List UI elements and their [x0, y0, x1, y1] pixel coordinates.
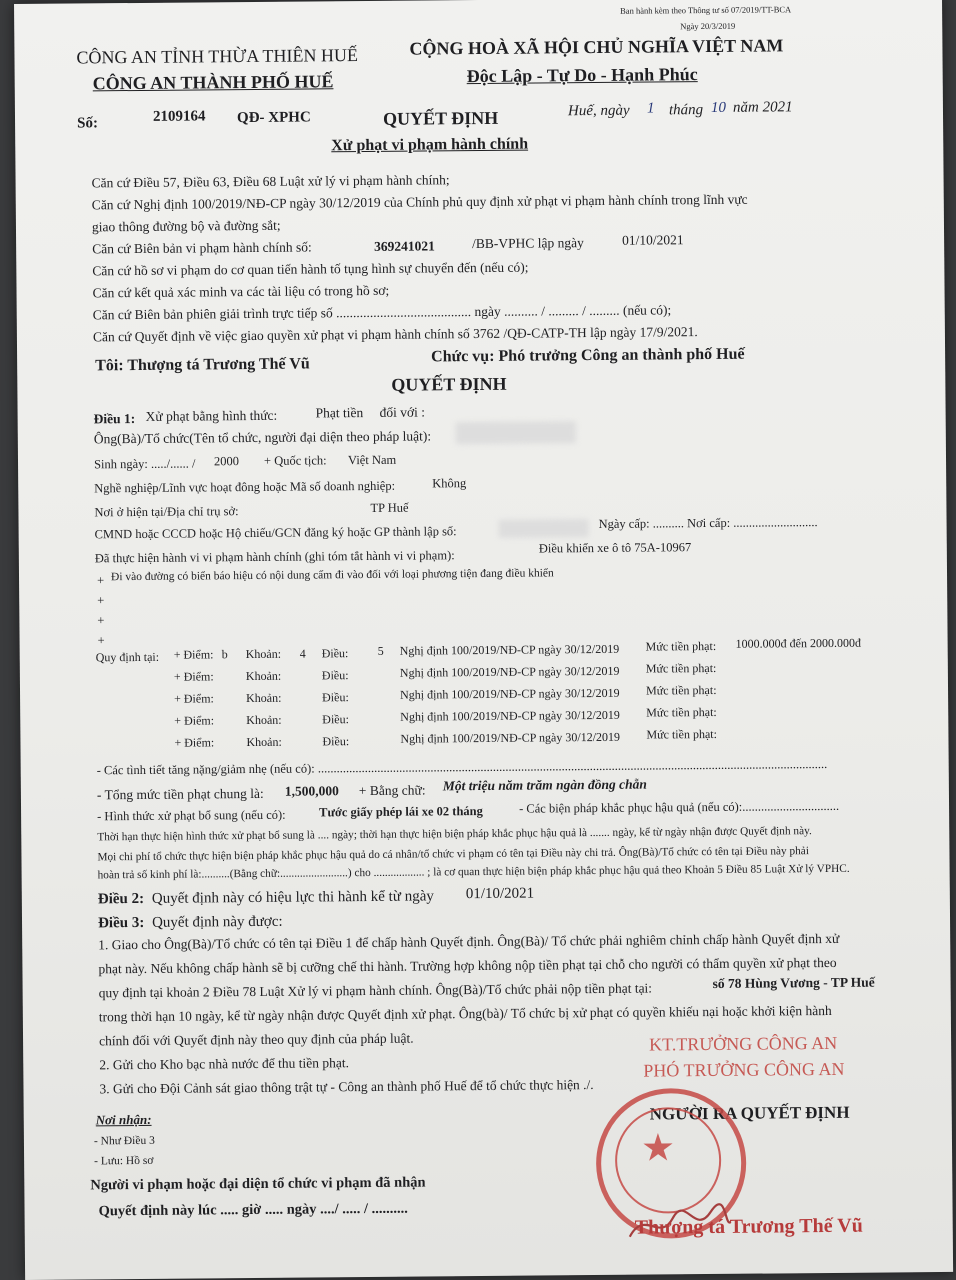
birth-label: Sinh ngày: ...../...... / [93, 456, 196, 472]
so-number: 2109164 [152, 108, 206, 125]
month-handwritten: 10 [710, 99, 727, 116]
basis-3-number: 369241021 [374, 238, 435, 254]
dieu3-p3: 3. Gửi cho Đội Cảnh sát giao thông trật tự - Công an thành phố Huế để tổ chức thực hiện ./. [99, 1077, 594, 1097]
so-suffix: QĐ- XPHC [236, 109, 311, 127]
basis-5: Căn cứ kết quả xác minh va các tài liệu có trong hồ sơ; [92, 282, 390, 301]
violation-item-1: Đi vào đường có biển báo hiệu có nội dung cấm đi vào đối với loại phương tiện đang điều khiển [110, 567, 554, 584]
star-icon: ★ [640, 1127, 676, 1170]
dieu1-doivoi: đối với : [379, 404, 426, 420]
fine-label: Mức tiền phạt: [645, 660, 717, 676]
decree-ref: Nghị định 100/2019/NĐ-CP ngày 30/12/2019 [400, 707, 620, 724]
dieu-label: Điều: [321, 668, 349, 683]
place-date: Huế, ngày [567, 102, 630, 120]
dieu1-text: Xử phạt bằng hình thức: [145, 407, 278, 424]
redacted-name [456, 421, 576, 444]
dieu-label: Điều: [322, 690, 349, 705]
fine-value: 1000.000đ đến 2000.000đ [735, 635, 862, 651]
in-words-value: Một triệu năm trăm ngàn đồng chẵn [442, 776, 647, 794]
dieu3-p1d: trong thời hạn 10 ngày, kể từ ngày nhận được Quyết định xử phạt. Ông(bà)/ Tổ chức bị xử phạt có quyền khiếu nại hoặc khởi kiện hành [98, 1002, 832, 1025]
violation-label: Đã thực hiện hành vi vi phạm hành chính (ghi tóm tắt hành vi vi phạm): [94, 548, 455, 566]
received-time: Quyết định này lúc ..... giờ ..... ngày ..../ ..... / .......... [98, 1200, 408, 1220]
khoan-label: Khoản: [246, 734, 282, 750]
basis-3-suffix: /BB-VPHC lập ngày [472, 235, 584, 252]
dieu3-p1b: phạt này. Nếu không chấp hành sẽ bị cưỡng chế thi hành. Trường hợp không nộp tiền phạt tại chỗ cho người có thẩm quyền xử phạt theo [98, 954, 837, 977]
fine-label: Mức tiền phạt: [645, 682, 717, 698]
violation-value: Điều khiển xe ô tô 75A-10967 [538, 540, 692, 556]
address-value: TP Huế [370, 500, 409, 515]
month-label: tháng [668, 102, 704, 119]
occupation-label: Nghề nghiệp/Lĩnh vực hoạt đông hoặc Mã số doanh nghiệp: [94, 478, 396, 496]
dieu3-p1c: quy định tại khoản 2 Điều 78 Luật Xử lý vi phạm hành chính. Ông(Bà)/Tổ chức phải nộp tiền phạt tại: [98, 980, 653, 1001]
aggravating-factors: - Các tình tiết tăng nặng/giảm nhẹ (nếu có): ................................................................................................................................................................... [96, 756, 828, 778]
deputy-head-label: PHÓ TRƯỞNG CÔNG AN [643, 1058, 845, 1081]
birth-year: 2000 [213, 454, 240, 469]
note-2: Mọi chi phí tổ chức thực hiện biện pháp khắc phục hậu quả do cá nhân/tổ chức vi phạm có tên tại Điều này chi trả. Ông(Bà)/Tổ chức có tên tại Điều này phải [97, 845, 809, 864]
basis-2b: giao thông đường bộ và đường sắt; [91, 217, 281, 235]
dieu-label: Điều: [322, 734, 350, 749]
header-note-2: Ngày 20/3/2019 [680, 20, 736, 32]
id-doc-label: CMND hoặc CCCD hoặc Hộ chiếu/GCN đăng ký hoặc GP thành lập số: [94, 524, 457, 542]
diem-label: + Điểm: [174, 713, 215, 728]
khoan-value: 4 [299, 646, 306, 661]
basis-4: Căn cứ hồ sơ vi phạm do cơ quan tiến hành tố tụng hình sự chuyển đến (nếu có); [92, 259, 529, 279]
khoan-label: Khoản: [246, 712, 282, 728]
recipients-label: Nơi nhận: [95, 1111, 152, 1128]
note-1: Thời hạn thực hiện hình thức xử phạt bổ sung là .... ngày; thời hạn thực hiện biện pháp khắc phục hậu quả là ....... ngày, kể từ ngày nhận được Quyết định này. [97, 825, 812, 844]
decree-ref: Nghị định 100/2019/NĐ-CP ngày 30/12/2019 [399, 641, 620, 658]
dieu3-p2: 2. Gửi cho Kho bạc nhà nước để thu tiền phạt. [99, 1055, 350, 1073]
diem-value: b [221, 647, 228, 662]
decree-ref: Nghị định 100/2019/NĐ-CP ngày 30/12/2019 [399, 685, 620, 702]
khoan-label: Khoản: [245, 646, 282, 662]
dieu-label: Điều: [321, 646, 349, 661]
regulation-label: Quy định tại: [95, 649, 160, 665]
officer-position: Chức vụ: Phó trưởng Công an thành phố Huế [431, 345, 745, 366]
basis-7: Căn cứ Quyết định về việc giao quyền xử phạt vi phạm hành chính số 3762 /QĐ-CATP-TH lập ngày 17/9/2021. [92, 324, 698, 345]
header-note-1: Ban hành kèm theo Thông tư số 07/2019/TT-BCA [620, 4, 792, 16]
dieu-value: 5 [377, 643, 384, 658]
dieu3-label: Điều 3: [97, 914, 145, 932]
recipient-2: - Lưu: Hồ sơ [94, 1154, 154, 1168]
violation-item-plus: + [96, 573, 105, 588]
dieu3-text: Quyết định này được: [151, 913, 283, 931]
nationality-label: + Quốc tịch: [263, 453, 327, 468]
motto: Độc Lập - Tự Do - Hạnh Phúc [466, 64, 698, 87]
diem-label: + Điểm: [173, 669, 214, 684]
doc-type: QUYẾT ĐỊNH [382, 107, 499, 129]
dieu3-p1a: 1. Giao cho Ông(Bà)/Tổ chức có tên tại Điều 1 để chấp hành Quyết định. Ông(Bà)/ Tổ chức phải nghiêm chỉnh chấp hành Quyết định xử [98, 930, 840, 953]
fine-label: Mức tiền phạt: [646, 726, 717, 742]
day-handwritten: 1 [646, 100, 655, 117]
agency-province: CÔNG AN TỈNH THỪA THIÊN HUẾ [76, 45, 359, 68]
in-words-label: + Bằng chữ: [358, 782, 426, 799]
signer-title: NGƯỜI RA QUYẾT ĐỊNH [649, 1102, 850, 1124]
violation-item-2: + [97, 593, 105, 608]
kt-head-label: KT.TRƯỞNG CÔNG AN [649, 1032, 838, 1055]
basis-1: Căn cứ Điều 57, Điều 63, Điều 68 Luật xử lý vi phạm hành chính; [91, 172, 450, 191]
nation-title: CỘNG HOÀ XÃ HỘI CHỦ NGHĨA VIỆT NAM [409, 35, 784, 59]
dieu2-text: Quyết định này có hiệu lực thi hành kể từ ngày [151, 888, 434, 907]
recipient-1: - Như Điều 3 [93, 1134, 155, 1148]
agency-city: CÔNG AN THÀNH PHỐ HUẾ [92, 71, 334, 94]
basis-3-date: 01/10/2021 [622, 232, 684, 248]
nationality-value: Việt Nam [347, 452, 397, 468]
total-fine-value: 1,500,000 [284, 783, 339, 799]
dieu3-p1e: chính đối với Quyết định này theo quy định của pháp luật. [99, 1030, 414, 1049]
dieu1-value: Phạt tiền [315, 405, 364, 421]
so-label: Số: [76, 115, 98, 132]
violation-item-3: + [97, 613, 105, 628]
note-3: hoàn trả số kinh phí là:..........(Bằng chữ:........................) cho .................. ; là cơ quan thực hiện biện pháp khắc phục hậu quả theo Khoản 5 Điều 85 Luật Xử lý VPHC. [97, 862, 850, 882]
signer-name: Thượng tá Trương Thế Vũ [634, 1214, 863, 1239]
issue-date-place: Ngày cấp: .......... Nơi cấp: ........................... [598, 515, 818, 531]
basis-6: Căn cứ Biên bản phiên giải trình trực tiếp số ........................................ ngày .......... / ......... / ......... (nếu có); [92, 302, 672, 323]
total-fine-label: - Tổng mức tiền phạt chung là: [96, 785, 264, 803]
officer-name: Tôi: Thượng tá Trương Thế Vũ [95, 355, 310, 375]
dieu2-date: 01/10/2021 [465, 885, 535, 903]
redacted-id [499, 519, 589, 538]
khoan-label: Khoản: [245, 668, 282, 684]
dieu-label: Điều: [322, 712, 350, 727]
doc-subtitle: Xử phạt vi phạm hành chính [331, 135, 529, 155]
diem-label: + Điểm: [174, 691, 214, 706]
decision-title: QUYẾT ĐỊNH [391, 373, 507, 395]
additional-penalty-value: Tước giấy phép lái xe 02 tháng [319, 803, 483, 820]
khoan-label: Khoản: [246, 690, 282, 706]
ong-ba-label: Ông(Bà)/Tổ chức(Tên tổ chức, người đại diện theo pháp luật): [93, 428, 432, 447]
violator-received: Người vi phạm hoặc đại diện tổ chức vi phạm đã nhận [90, 1174, 426, 1194]
payment-place: số 78 Hùng Vương - TP Huế [712, 974, 875, 991]
basis-2: Căn cứ Nghị định 100/2019/NĐ-CP ngày 30/12/2019 của Chính phủ quy định xử phạt vi phạm hành chính trong lĩnh vực [91, 191, 748, 213]
document-page [14, 0, 953, 1280]
occupation-value: Không [432, 476, 467, 491]
year-label: năm 2021 [732, 99, 793, 116]
fine-label: Mức tiền phạt: [646, 704, 717, 720]
fine-label: Mức tiền phạt: [645, 638, 717, 654]
decree-ref: Nghị định 100/2019/NĐ-CP ngày 30/12/2019 [399, 663, 620, 680]
violation-item-4: + [97, 633, 105, 648]
diem-label: + Điểm: [173, 647, 214, 662]
decree-ref: Nghị định 100/2019/NĐ-CP ngày 30/12/2019 [400, 729, 621, 746]
dieu1-label: Điều 1: [93, 411, 136, 427]
additional-penalty-label: - Hình thức xử phạt bổ sung (nếu có): [97, 807, 286, 824]
remedial-measures: - Các biện pháp khắc phục hậu quả (nếu có):............................... [518, 798, 840, 816]
address-label: Nơi ở hiện tại/Địa chỉ trụ sở: [94, 504, 239, 520]
dieu2-label: Điều 2: [97, 890, 145, 908]
basis-3: Căn cứ Biên bản vi phạm hành chính số: [92, 239, 312, 257]
diem-label: + Điểm: [174, 735, 215, 750]
